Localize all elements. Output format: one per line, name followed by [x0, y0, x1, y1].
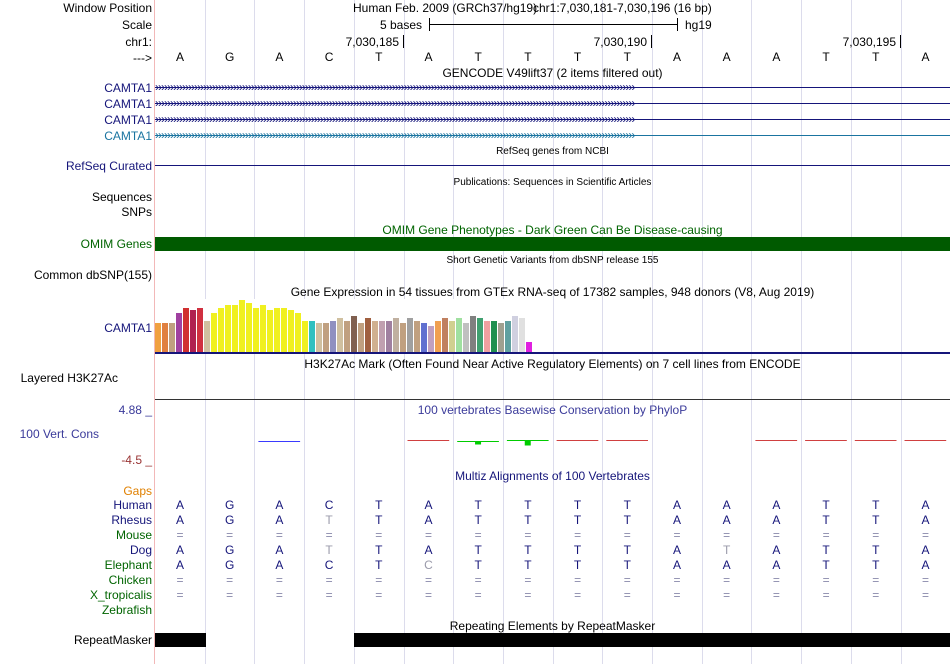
- aligned-base: =: [673, 528, 681, 542]
- species-label[interactable]: Zebrafish: [101, 603, 152, 617]
- aligned-base: =: [275, 528, 283, 542]
- coord-tick: [403, 35, 404, 48]
- aligned-base: T: [474, 558, 482, 572]
- strand-chevrons: ››››››››››››››››››››››››››››››››››››››››››››››››››››››››››››››››››››››››››››››››››››››››››››››››››››››››››››››››››››››››››››››››››››››››››››››››››››››››››››››››: [155, 131, 635, 141]
- aligned-base: A: [772, 558, 781, 572]
- strand-chevrons: ››››››››››››››››››››››››››››››››››››››››››››››››››››››››››››››››››››››››››››››››››››››››››››››››››››››››››››››››››››››››››››››››››››››››››››››››››››››››››››››››: [155, 115, 635, 125]
- gtex-tissue-bar[interactable]: [484, 321, 490, 352]
- aligned-base: =: [375, 573, 383, 587]
- aligned-base: =: [772, 528, 780, 542]
- aligned-base: A: [772, 498, 781, 512]
- gtex-tissue-bar[interactable]: [428, 326, 434, 352]
- gtex-tissue-bar[interactable]: [288, 310, 294, 352]
- gtex-tissue-bar[interactable]: [281, 308, 287, 352]
- scale-text: 5 bases: [380, 18, 423, 32]
- gtex-tissue-bar[interactable]: [337, 318, 343, 352]
- gtex-tissue-bar[interactable]: [309, 321, 315, 352]
- aligned-base: T: [524, 543, 532, 557]
- phylop-score-bar: [525, 441, 531, 446]
- gtex-tissue-bar[interactable]: [519, 318, 525, 352]
- aligned-base: T: [524, 498, 532, 512]
- gencode-transcript[interactable]: [155, 83, 950, 93]
- reference-base: G: [225, 50, 235, 64]
- multiz-track-title[interactable]: Multiz Alignments of 100 Vertebrates: [455, 469, 650, 483]
- aligned-base: T: [474, 498, 482, 512]
- aligned-base: =: [176, 588, 184, 602]
- gtex-tissue-bar[interactable]: [183, 308, 189, 352]
- aligned-base: T: [723, 543, 731, 557]
- reference-base: A: [921, 50, 930, 64]
- species-label[interactable]: Dog: [129, 543, 152, 557]
- strand-chevrons: ››››››››››››››››››››››››››››››››››››››››››››››››››››››››››››››››››››››››››››››››››››››››››››››››››››››››››››››››››››››››››››››››››››››››››››››››››››››››››››››››: [155, 99, 635, 109]
- aligned-base: A: [921, 558, 930, 572]
- gtex-tissue-bar[interactable]: [512, 316, 518, 352]
- aligned-base: =: [574, 573, 582, 587]
- aligned-base: T: [872, 543, 880, 557]
- aligned-base: =: [375, 528, 383, 542]
- gtex-tissue-bar[interactable]: [407, 318, 413, 352]
- aligned-base: T: [822, 543, 830, 557]
- reference-base: T: [623, 50, 631, 64]
- dbsnp-track-title[interactable]: Short Genetic Variants from dbSNP release 155: [446, 255, 659, 266]
- aligned-base: T: [474, 513, 482, 527]
- aligned-base: T: [623, 513, 631, 527]
- aligned-base: T: [325, 543, 333, 557]
- aligned-base: =: [921, 588, 929, 602]
- gtex-tissue-bar[interactable]: [526, 342, 532, 352]
- gencode-track-title[interactable]: GENCODE V49lift37 (2 items filtered out): [442, 66, 663, 80]
- aligned-base: A: [275, 558, 284, 572]
- aligned-base: =: [474, 588, 482, 602]
- gtex-gene-line: [155, 352, 950, 354]
- gtex-tissue-bar[interactable]: [400, 323, 406, 352]
- gtex-tissue-bar[interactable]: [204, 321, 210, 352]
- aligned-base: =: [822, 573, 830, 587]
- aligned-base: =: [375, 588, 383, 602]
- reference-base: T: [872, 50, 880, 64]
- gencode-transcript[interactable]: [155, 115, 950, 125]
- scale-bar-left-tick: [429, 18, 430, 31]
- aligned-base: T: [623, 498, 631, 512]
- aligned-base: T: [474, 543, 482, 557]
- aligned-base: G: [225, 558, 235, 572]
- aligned-base: T: [872, 498, 880, 512]
- aligned-base: T: [375, 558, 383, 572]
- aligned-base: A: [672, 558, 681, 572]
- aligned-base: A: [672, 543, 681, 557]
- publications-track-title[interactable]: Publications: Sequences in Scientific Articles: [453, 177, 652, 188]
- aligned-base: =: [275, 573, 283, 587]
- coord-tick: [651, 35, 652, 48]
- reference-base: C: [324, 50, 334, 64]
- reference-base: A: [175, 50, 184, 64]
- gtex-tissue-bar[interactable]: [239, 300, 245, 352]
- assembly-short: hg19: [685, 18, 712, 32]
- species-label[interactable]: Chicken: [108, 573, 152, 587]
- aligned-base: =: [723, 573, 731, 587]
- refseq-track-line[interactable]: [155, 165, 950, 166]
- aligned-base: A: [175, 543, 184, 557]
- position-text: chr1:7,030,181-7,030,196 (16 bp): [533, 1, 712, 15]
- aligned-base: T: [375, 513, 383, 527]
- aligned-base: =: [424, 528, 432, 542]
- phylop-ymin-label: -4.5 _: [121, 453, 152, 467]
- aligned-base: =: [723, 588, 731, 602]
- dbsnp-label[interactable]: Common dbSNP(155): [33, 268, 152, 282]
- gencode-row-label[interactable]: CAMTA1: [104, 129, 152, 143]
- aligned-base: =: [275, 588, 283, 602]
- aligned-base: =: [872, 573, 880, 587]
- aligned-base: G: [225, 543, 235, 557]
- aligned-base: T: [872, 558, 880, 572]
- phylop-label[interactable]: 100 Vert. Cons: [19, 427, 99, 441]
- aligned-base: =: [921, 528, 929, 542]
- gtex-tissue-bar[interactable]: [295, 313, 301, 352]
- gtex-tissue-bar[interactable]: [323, 323, 329, 352]
- aligned-base: T: [822, 558, 830, 572]
- aligned-base: A: [722, 558, 731, 572]
- gtex-tissue-bar[interactable]: [197, 308, 203, 352]
- aligned-base: T: [573, 498, 582, 512]
- aligned-base: A: [772, 513, 781, 527]
- aligned-base: =: [524, 588, 532, 602]
- gtex-tissue-bar[interactable]: [246, 303, 252, 352]
- phylop-score-mark: [258, 441, 300, 442]
- phylop-score-mark: [905, 440, 947, 441]
- assembly-text: Human Feb. 2009 (GRCh37/hg19): [353, 1, 538, 15]
- reference-base: T: [822, 50, 830, 64]
- gaps-label: Gaps: [123, 484, 152, 498]
- aligned-base: =: [623, 528, 631, 542]
- reference-base: A: [275, 50, 284, 64]
- scale-label: Scale: [121, 18, 152, 32]
- aligned-base: =: [822, 588, 830, 602]
- gtex-gene-label[interactable]: CAMTA1: [104, 321, 152, 335]
- aligned-base: =: [872, 588, 880, 602]
- track-canvas[interactable]: [155, 0, 950, 664]
- aligned-base: =: [524, 528, 532, 542]
- chrom-label: chr1:: [125, 35, 152, 49]
- omim-gene-bar[interactable]: [155, 237, 950, 251]
- gencode-transcript[interactable]: [155, 131, 950, 141]
- aligned-base: A: [722, 498, 731, 512]
- reference-base: A: [722, 50, 731, 64]
- reference-base: T: [474, 50, 482, 64]
- reference-base: T: [573, 50, 582, 64]
- aligned-base: =: [325, 528, 333, 542]
- aligned-base: =: [872, 528, 880, 542]
- gtex-tissue-bar[interactable]: [260, 305, 266, 352]
- gtex-tissue-bar[interactable]: [302, 321, 308, 352]
- aligned-base: T: [573, 513, 582, 527]
- aligned-base: A: [424, 513, 433, 527]
- aligned-base: A: [722, 513, 731, 527]
- aligned-base: T: [524, 513, 532, 527]
- strand-arrow-label: --->: [133, 51, 152, 65]
- aligned-base: =: [474, 573, 482, 587]
- coord-label: 7,030,190: [593, 35, 647, 49]
- repeat-element-1[interactable]: [155, 633, 206, 647]
- gtex-tissue-bar[interactable]: [393, 318, 399, 352]
- aligned-base: A: [672, 498, 681, 512]
- phylop-plot: [155, 416, 950, 466]
- snps-label[interactable]: SNPs: [121, 205, 152, 219]
- species-label[interactable]: Human: [113, 498, 152, 512]
- aligned-base: T: [524, 558, 532, 572]
- omim-label[interactable]: OMIM Genes: [80, 237, 152, 251]
- aligned-base: =: [772, 573, 780, 587]
- gtex-tissue-bar[interactable]: [253, 308, 259, 352]
- aligned-base: T: [375, 543, 383, 557]
- aligned-base: T: [573, 558, 582, 572]
- gtex-tissue-bar[interactable]: [435, 321, 441, 352]
- gtex-tissue-bar[interactable]: [477, 318, 483, 352]
- gtex-tissue-bar[interactable]: [176, 313, 182, 352]
- repeatmasker-label[interactable]: RepeatMasker: [73, 633, 152, 647]
- phylop-score-mark: [755, 440, 797, 441]
- strand-chevrons: ››››››››››››››››››››››››››››››››››››››››››››››››››››››››››››››››››››››››››››››››››››››››››››››››››››››››››››››››››››››››››››››››››››››››››››››››››››››››››››››››: [155, 83, 635, 93]
- coord-tick: [900, 35, 901, 48]
- gtex-tissue-bar[interactable]: [365, 318, 371, 352]
- gtex-tissue-bar[interactable]: [449, 321, 455, 352]
- aligned-base: T: [573, 543, 582, 557]
- gtex-tissue-bar[interactable]: [379, 321, 385, 352]
- gtex-tissue-bar[interactable]: [421, 323, 427, 352]
- aligned-base: =: [524, 573, 532, 587]
- aligned-base: =: [921, 573, 929, 587]
- aligned-base: =: [474, 528, 482, 542]
- refseq-label[interactable]: RefSeq Curated: [65, 159, 152, 173]
- aligned-base: A: [175, 498, 184, 512]
- gtex-tissue-bar[interactable]: [190, 310, 196, 352]
- gtex-tissue-bar[interactable]: [155, 323, 161, 352]
- aligned-base: =: [772, 588, 780, 602]
- phylop-score-mark: [408, 440, 450, 441]
- phylop-score-mark: [557, 440, 599, 441]
- aligned-base: C: [324, 558, 334, 572]
- gtex-tissue-bar[interactable]: [358, 323, 364, 352]
- aligned-base: A: [275, 498, 284, 512]
- aligned-base: =: [424, 588, 432, 602]
- gtex-tissue-bar[interactable]: [344, 321, 350, 352]
- window-position-label: Window Position: [63, 1, 152, 15]
- phylop-wiggle[interactable]: [155, 416, 950, 466]
- repeatmasker-track-title[interactable]: Repeating Elements by RepeatMasker: [449, 619, 656, 633]
- gtex-tissue-bar[interactable]: [330, 321, 336, 352]
- aligned-base: =: [424, 573, 432, 587]
- gtex-tissue-bar[interactable]: [274, 308, 280, 352]
- aligned-base: A: [275, 513, 284, 527]
- aligned-base: =: [226, 588, 234, 602]
- coord-label: 7,030,185: [345, 35, 399, 49]
- aligned-base: =: [623, 573, 631, 587]
- gencode-row-label[interactable]: CAMTA1: [104, 113, 152, 127]
- gtex-tissue-bar[interactable]: [351, 316, 357, 352]
- gtex-tissue-bar[interactable]: [491, 321, 497, 352]
- aligned-base: A: [175, 558, 184, 572]
- scale-bar-right-tick: [677, 18, 678, 31]
- aligned-base: A: [424, 498, 433, 512]
- aligned-base: A: [424, 543, 433, 557]
- aligned-base: T: [623, 543, 631, 557]
- gtex-tissue-bar[interactable]: [456, 318, 462, 352]
- gtex-tissue-bar[interactable]: [470, 316, 476, 352]
- gencode-row-label[interactable]: CAMTA1: [104, 97, 152, 111]
- aligned-base: A: [175, 513, 184, 527]
- gtex-tissue-bar[interactable]: [386, 321, 392, 352]
- phylop-track-title[interactable]: 100 vertebrates Basewise Conservation by PhyloP: [417, 403, 688, 417]
- phylop-score-bar: [475, 441, 481, 445]
- aligned-base: T: [375, 498, 383, 512]
- gtex-tissue-bar[interactable]: [225, 305, 231, 352]
- coord-label: 7,030,195: [842, 35, 896, 49]
- reference-base: A: [772, 50, 781, 64]
- species-label[interactable]: Rhesus: [111, 513, 152, 527]
- aligned-base: T: [822, 498, 830, 512]
- aligned-base: =: [325, 588, 333, 602]
- aligned-base: =: [673, 588, 681, 602]
- h3k27ac-label[interactable]: Layered H3K27Ac: [20, 371, 118, 385]
- gtex-track-title[interactable]: Gene Expression in 54 tissues from GTEx RNA-seq of 17382 samples, 948 donors (V8, Aug 2019): [290, 285, 815, 299]
- gencode-row-label[interactable]: CAMTA1: [104, 81, 152, 95]
- aligned-base: T: [325, 513, 333, 527]
- repeat-element-2[interactable]: [354, 633, 950, 647]
- phylop-ymax-label: 4.88 _: [118, 403, 152, 417]
- gtex-tissue-bar[interactable]: [442, 318, 448, 352]
- gtex-tissue-bar[interactable]: [505, 321, 511, 352]
- gtex-tissue-bar[interactable]: [232, 305, 238, 352]
- h3k27ac-baseline: [155, 399, 950, 400]
- gtex-tissue-bar[interactable]: [316, 323, 322, 352]
- phylop-score-mark: [507, 440, 549, 441]
- phylop-score-mark: [855, 440, 897, 441]
- aligned-base: T: [872, 513, 880, 527]
- gtex-tissue-bar[interactable]: [414, 321, 420, 352]
- gtex-tissue-bar[interactable]: [372, 321, 378, 352]
- aligned-base: =: [623, 588, 631, 602]
- species-label[interactable]: Elephant: [104, 558, 152, 572]
- gtex-tissue-bar[interactable]: [463, 323, 469, 352]
- aligned-base: A: [275, 543, 284, 557]
- aligned-base: A: [921, 513, 930, 527]
- phylop-score-mark: [606, 440, 648, 441]
- h3k27ac-track-title[interactable]: H3K27Ac Mark (Often Found Near Active Regulatory Elements) on 7 cell lines from ENCODE: [304, 357, 801, 371]
- aligned-base: =: [226, 573, 234, 587]
- reference-base: A: [672, 50, 681, 64]
- species-label[interactable]: X_tropicalis: [89, 588, 152, 602]
- aligned-base: A: [772, 543, 781, 557]
- aligned-base: T: [822, 513, 830, 527]
- aligned-base: =: [176, 573, 184, 587]
- gtex-tissue-bar[interactable]: [267, 310, 273, 352]
- publications-label[interactable]: Sequences: [91, 190, 152, 204]
- aligned-base: A: [672, 513, 681, 527]
- gtex-expression-chart[interactable]: [155, 299, 535, 352]
- reference-base: T: [524, 50, 532, 64]
- gtex-tissue-bar[interactable]: [211, 313, 217, 352]
- scale-bar: [429, 24, 677, 25]
- aligned-base: =: [673, 573, 681, 587]
- gtex-tissue-bar[interactable]: [218, 308, 224, 352]
- aligned-base: =: [325, 573, 333, 587]
- aligned-base: G: [225, 513, 235, 527]
- gtex-tissue-bar[interactable]: [498, 323, 504, 352]
- phylop-score-mark: [805, 440, 847, 441]
- aligned-base: G: [225, 498, 235, 512]
- aligned-base: =: [226, 528, 234, 542]
- aligned-base: =: [574, 588, 582, 602]
- omim-track-title[interactable]: OMIM Gene Phenotypes - Dark Green Can Be Disease-causing: [382, 223, 723, 237]
- aligned-base: =: [176, 528, 184, 542]
- aligned-base: =: [574, 528, 582, 542]
- aligned-base: A: [921, 543, 930, 557]
- gtex-tissue-bar[interactable]: [162, 323, 168, 352]
- aligned-base: =: [723, 528, 731, 542]
- refseq-track-title[interactable]: RefSeq genes from NCBI: [496, 146, 609, 157]
- species-label[interactable]: Mouse: [115, 528, 152, 542]
- aligned-base: =: [822, 528, 830, 542]
- aligned-base: C: [424, 558, 433, 572]
- aligned-base: A: [921, 498, 930, 512]
- reference-base: A: [424, 50, 433, 64]
- aligned-base: T: [623, 558, 631, 572]
- reference-base: T: [375, 50, 383, 64]
- gtex-tissue-bar[interactable]: [169, 323, 175, 352]
- aligned-base: C: [324, 498, 334, 512]
- gencode-transcript[interactable]: [155, 99, 950, 109]
